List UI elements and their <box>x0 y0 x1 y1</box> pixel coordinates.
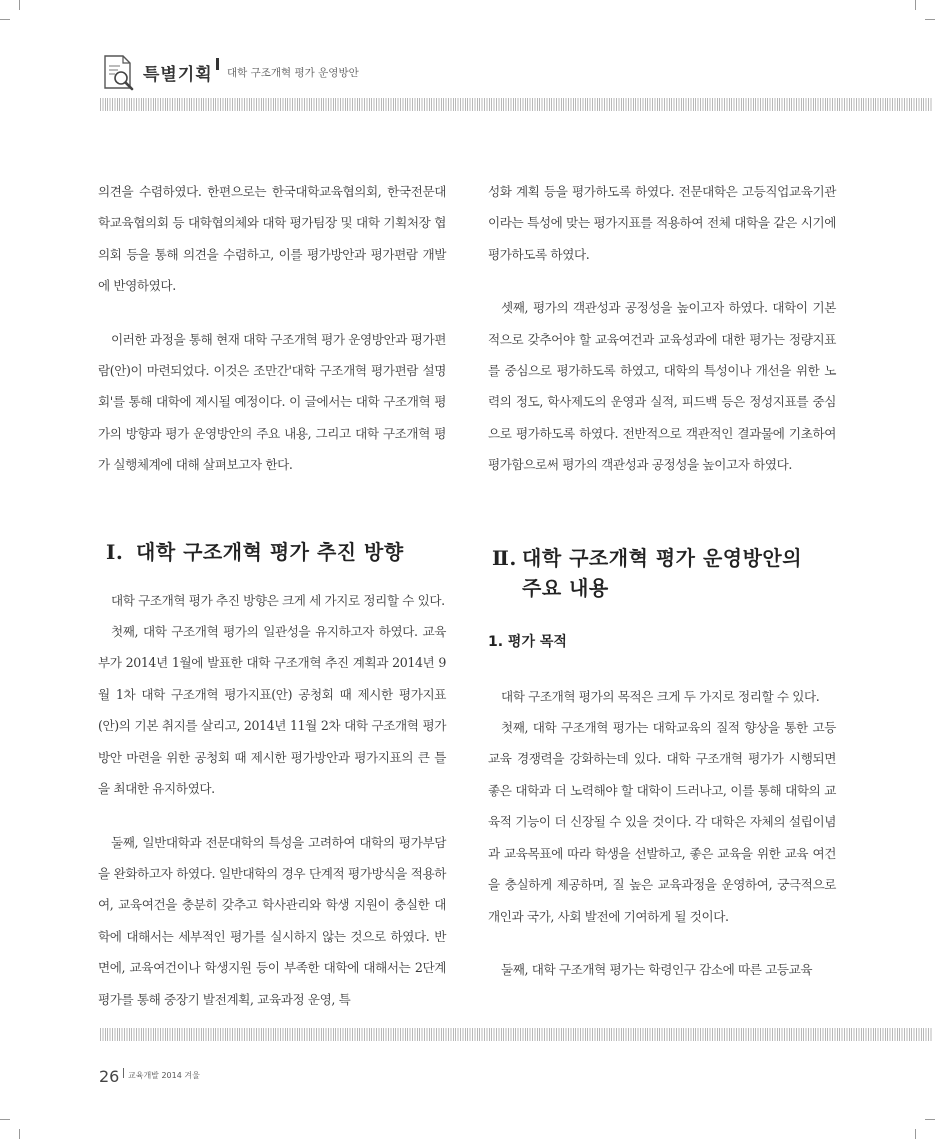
body-paragraph: 셋째, 평가의 객관성과 공정성을 높이고자 하였다. 대학이 기본적으로 갖추어야 할 교육여건과 교육성과에 대한 평가는 정량지표를 중심으로 평가하도록 하였고, 대학의 특성이나 개선을 위한 노력의 정도, 학사제도의 운영과 실적, 피드백 등은 정성지표를 중심으로 평가하도록 하였다. 전반적으로 객관적인 결과물에 기초하여 평가함으로써 평가의 객관성과 공정성을 높이고자 하였다. <box>488 300 836 473</box>
body-paragraph: 둘째, 일반대학과 전문대학의 특성을 고려하여 대학의 평가부담을 완화하고자 하였다. 일반대학의 경우 단계적 평가방식을 적용하여, 교육여건을 충분히 갖추고 학사관리와 학생 지원이 충실한 대학에 대해서는 세부적인 평가를 실시하지 않는 것으로 하였다. 반면에, 교육여건이나 학생지원 등이 부족한 대학에 대해서는 2단계 평가를 통해 중장기 발전계획, 교육과정 운영, 특 <box>98 834 446 1007</box>
body-paragraph: 둘째, 대학 구조개혁 평가는 학령인구 감소에 따른 고등교육 <box>501 961 813 977</box>
crop-mark <box>0 19 10 20</box>
body-paragraph: 의견을 수렴하였다. 한편으로는 한국대학교육협의회, 한국전문대학교육협의회 등 대학협의체와 대학 평가팀장 및 대학 기획처장 협의회 등을 통해 의견을 수렴하고, 이를 평가방안과 평가편람 개발에 반영하였다. <box>98 184 446 294</box>
left-column <box>98 176 446 1015</box>
body-paragraph: 첫째, 대학 구조개혁 평가는 대학교육의 질적 향상을 통한 고등교육 경쟁력을 강화하는데 있다. 대학 구조개혁 평가가 시행되면 좋은 대학과 더 노력해야 할 대학이 드러나고, 이를 통해 대학의 교육적 기능이 더 신장될 수 있을 것이다. 각 대학은 자체의 설립이념과 교육목표에 따라 학생을 선발하고, 좋은 교육을 위한 교육 여건을 충실하게 제공하며, 질 높은 교육과정을 운영하여, 궁극적으로 개인과 국가, 사회 발전에 기여하게 될 것이다. <box>488 720 836 924</box>
body-paragraph: 이러한 과정을 통해 현재 대학 구조개혁 평가 운영방안과 평가편람(안)이 마련되었다. 이것은 조만간'대학 구조개혁 평가편람 설명회'를 통해 대학에 제시될 예정이다. 이 글에서는 대학 구조개혁 평가의 방향과 평가 운영방안의 주요 내용, 그리고 대학 구조개혁 평가 실행체계에 대해 살펴보고자 한다. <box>98 331 446 473</box>
section-title: 대학 구조개혁 평가 운영방안의 <box>522 545 803 570</box>
publication-name: 교육개발 2014 겨울 <box>128 1071 200 1080</box>
page-header <box>103 54 935 94</box>
footer-divider <box>123 1068 124 1078</box>
section-heading <box>106 537 446 567</box>
body-paragraph: 대학 구조개혁 평가의 목적은 크게 두 가지로 정리할 수 있다. <box>501 688 820 704</box>
subsection-heading: 1. 평가 목적 <box>488 633 567 650</box>
header-rule <box>100 98 932 111</box>
tag-divider <box>216 58 219 70</box>
crop-mark <box>19 1129 20 1139</box>
body-paragraph: 대학 구조개혁 평가 추진 방향은 크게 세 가지로 정리할 수 있다. <box>111 592 445 608</box>
section-subtitle: 대학 구조개혁 평가 운영방안 <box>227 67 359 79</box>
section-tag: 특별기획 <box>143 65 213 85</box>
footer-rule <box>100 1028 932 1041</box>
crop-mark <box>915 0 916 10</box>
section-title: 대학 구조개혁 평가 추진 방향 <box>136 539 404 564</box>
document-search-icon <box>103 54 135 92</box>
crop-mark <box>925 19 935 20</box>
crop-mark <box>925 1119 935 1120</box>
body-paragraph: 첫째, 대학 구조개혁 평가의 일관성을 유지하고자 하였다. 교육부가 2014년 1월에 발표한 대학 구조개혁 추진 계획과 2014년 9월 1차 대학 구조개혁 평가지표(안) 공청회 때 제시한 평가지표(안)의 기본 취지를 살리고, 2014년 11월 2차 대학 구조개혁 평가방안 마련을 위한 공청회 때 제시한 평가방안과 평가지표의 큰 틀을 최대한 유지하였다. <box>98 624 446 797</box>
section-title-continued: 주요 내용 <box>522 575 609 600</box>
crop-mark <box>0 1119 10 1120</box>
right-column <box>488 176 836 985</box>
page-number: 26 <box>99 1067 120 1086</box>
crop-mark <box>19 0 20 10</box>
section-number: Ⅱ. <box>492 545 517 570</box>
body-paragraph: 성화 계획 등을 평가하도록 하였다. 전문대학은 고등직업교육기관이라는 특성에 맞는 평가지표를 적용하여 전체 대학을 같은 시기에 평가하도록 하였다. <box>488 184 836 262</box>
crop-mark <box>915 1129 916 1139</box>
section-heading <box>492 543 836 603</box>
section-number: Ⅰ. <box>106 539 124 564</box>
